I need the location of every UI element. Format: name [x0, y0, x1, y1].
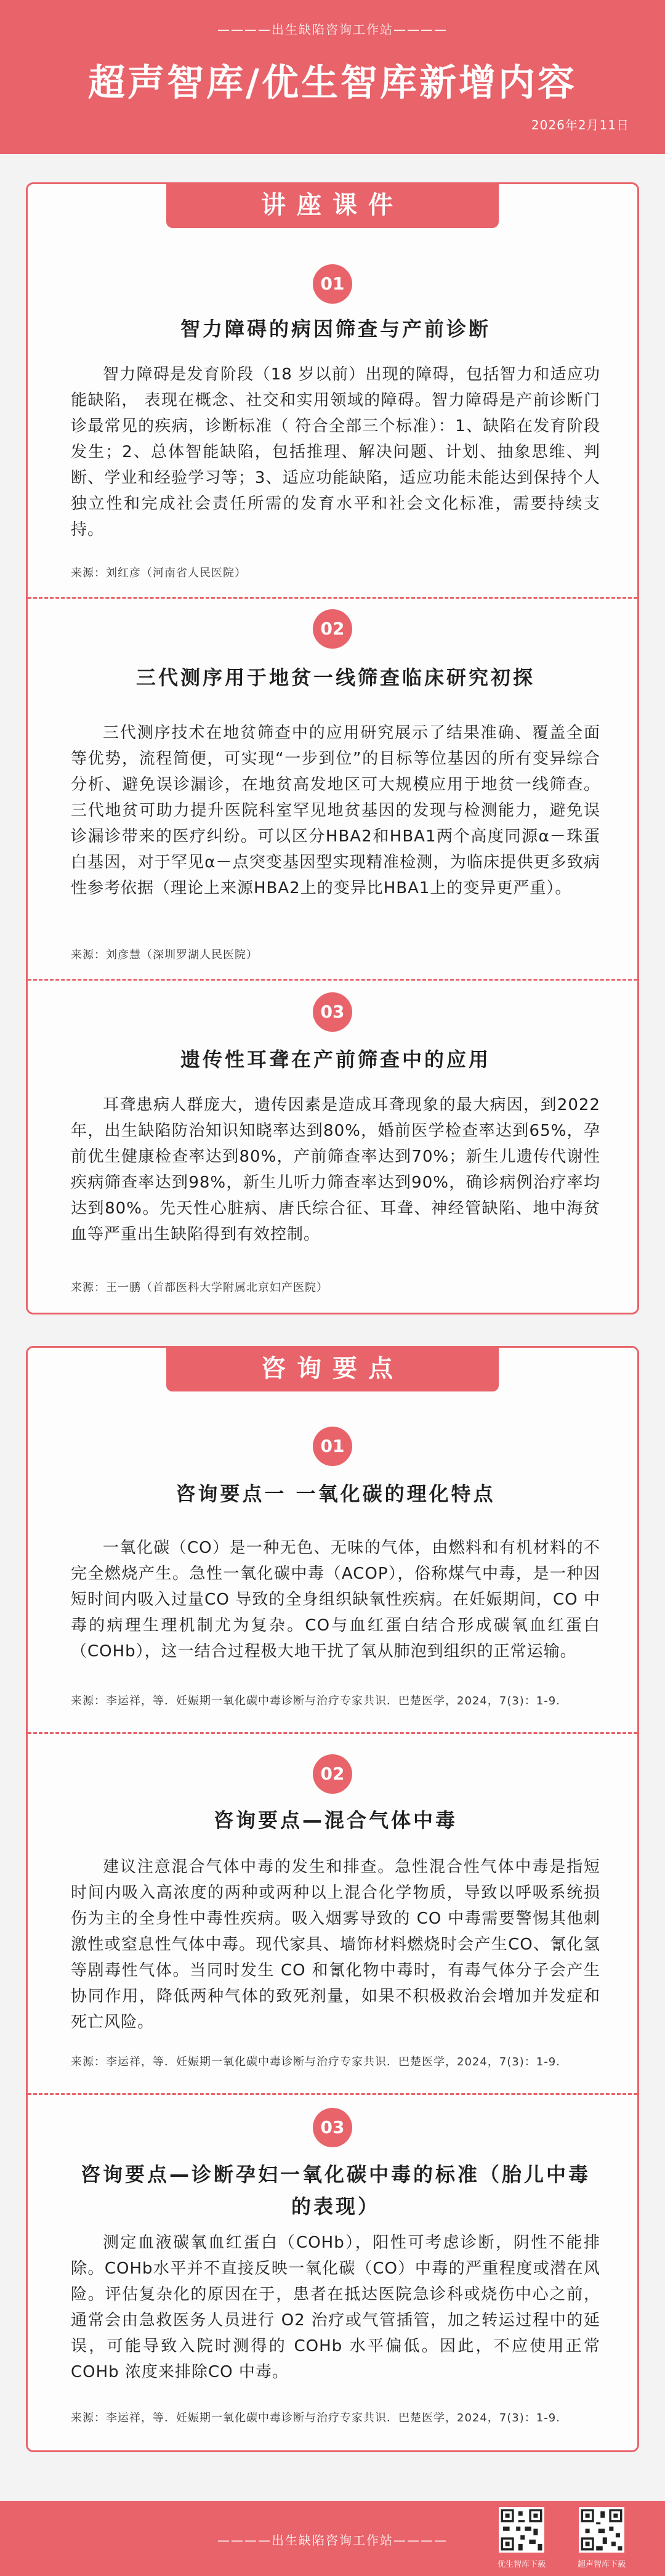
item-body: 建议注意混合气体中毒的发生和排查。急性混合性气体中毒是指短时间内吸入高浓度的两种或两种以上混合化学物质，导致以呼吸系统损伤为主的全身性中毒性疾病。吸入烟雾导致的 CO 中毒需要警惕其他刺激性或窒息性气体中毒。现代家具、墙饰材料燃烧时会产生CO、氰化氢等剧毒性气体。当同时发生 CO 和氰化物中毒时，有毒气体分子会产生协同作用，降低两种气体的致死剂量，如果不积极救治会增加并发症和死亡风险。	[71, 1858, 600, 2031]
qr-label: 优生智库下载	[497, 2560, 546, 2569]
footer-station-label: ————出生缺陷咨询工作站————	[217, 2533, 448, 2548]
dashed-divider	[28, 1732, 637, 1734]
item-source: 来源：王一鹏（首都医科大学附属北京妇产医院）	[71, 1281, 328, 1294]
item-body: 三代测序技术在地贫筛查中的应用研究展示了结果准确、覆盖全面等优势，流程简便，可实现“一步到位”的目标等位基因的所有变异综合分析、避免误诊漏诊，在地贫高发地区可大规模应用于地贫一线筛查。三代地贫可助力提升医院科室罕见地贫基因的发现与检测能力，避免误诊漏诊带来的医疗纠纷。可以区分HBA2和HBA1两个高度同源α－珠蛋白基因，对于罕见α－点突变基因型实现精准检测，为临床提供更多致病性参考依据（理论上来源HBA2上的变异比HBA1上的变异更严重）。	[71, 724, 600, 897]
section-consult-points	[26, 1346, 639, 2452]
item-heading: 咨询要点—混合气体中毒	[213, 1808, 457, 1832]
item-number-badge: 02	[313, 609, 352, 649]
item-source: 来源：李运祥，等．妊娠期一氧化碳中毒诊断与治疗专家共识．巴楚医学，2024，7(3)：1-9.	[71, 2412, 560, 2424]
item-source: 来源：刘红彦（河南省人民医院）	[71, 567, 246, 580]
item-body: 测定血液碳氧血红蛋白（COHb），阳性可考虑诊断，阴性不能排除。COHb水平并不直接反映一氧化碳（CO）中毒的严重程度或潜在风险。评估复杂化的原因在于，患者在抵达医院急诊科或烧伤中心之前，通常会由急救医务人员进行 O2 治疗或气管插管，加之转运过程中的延误，可能导致入院时测得的 COHb 水平偏低。因此，不应使用正常 COHb 浓度来排除CO 中毒。	[71, 2234, 600, 2381]
item-number-badge: 01	[313, 1427, 352, 1466]
item-heading: 智力障碍的病因筛查与产前诊断	[180, 317, 491, 341]
item-source: 来源：李运祥，等．妊娠期一氧化碳中毒诊断与治疗专家共识．巴楚医学，2024，7(3)：1-9.	[71, 1695, 560, 1707]
item-heading: 三代测序用于地贫一线筛查临床研究初探	[135, 666, 535, 689]
item-heading: 咨询要点—诊断孕妇一氧化碳中毒的标准（胎儿中毒的表现）	[80, 2163, 590, 2218]
qr-code-icon[interactable]	[499, 2507, 544, 2553]
header-banner	[0, 0, 665, 154]
section-lecture-slides	[26, 182, 639, 1314]
qr-label: 超声智库下载	[577, 2560, 626, 2569]
item-body: 智力障碍是发育阶段（18 岁以前）出现的障碍，包括智力和适应功能缺陷， 表现在概念、社交和实用领域的障碍。智力障碍是产前诊断门诊最常见的疾病，诊断标准（ 符合全部三个标准）：1、缺陷在发育阶段发生；2、总体智能缺陷，包括推理、解决问题、计划、抽象思维、判断、学业和经验学习等；3、适应功能缺陷，适应功能未能达到保持个人独立性和完成社会责任所需的发育水平和社会文化标准，需要持续支持。	[71, 365, 600, 539]
section-title: 讲座课件	[166, 182, 499, 228]
header-station-label: ————出生缺陷咨询工作站————	[217, 22, 448, 37]
item-heading: 遗传性耳聋在产前筛查中的应用	[180, 1048, 491, 1071]
footer-banner	[0, 2501, 665, 2576]
dashed-divider	[28, 597, 637, 599]
item-source: 来源：李运祥，等．妊娠期一氧化碳中毒诊断与治疗专家共识．巴楚医学，2024，7(3)：1-9.	[71, 2056, 560, 2068]
item-number-badge: 03	[313, 2108, 352, 2147]
item-number-badge: 02	[313, 1754, 352, 1794]
item-body: 耳聋患病人群庞大，遗传因素是造成耳聋现象的最大病因，到2022年，出生缺陷防治知识知晓率达到80%，婚前医学检查率达到65%，孕前优生健康检查率达到80%，产前筛查率达到70%；新生儿遗传代谢性疾病筛查率达到98%，新生儿听力筛查率达到90%，确诊病例治疗率均达到80%。先天性心脏病、唐氏综合征、耳聋、神经管缺陷、地中海贫血等严重出生缺陷得到有效控制。	[71, 1096, 600, 1244]
item-heading: 咨询要点一 一氧化碳的理化特点	[175, 1482, 496, 1505]
publish-date: 2026年2月11日	[531, 118, 629, 132]
item-number-badge: 03	[313, 992, 352, 1032]
dashed-divider	[28, 979, 637, 981]
page-title: 超声智库/优生智库新增内容	[88, 62, 577, 105]
item-source: 来源：刘彦慧（深圳罗湖人民医院）	[71, 949, 258, 962]
dashed-divider	[28, 2093, 637, 2095]
qr-code-icon[interactable]	[579, 2507, 624, 2553]
section-title: 咨询要点	[166, 1346, 499, 1391]
item-body: 一氧化碳（CO）是一种无色、无味的气体，由燃料和有机材料的不完全燃烧产生。急性一氧化碳中毒（ACOP），俗称煤气中毒，是一种因短时间内吸入过量CO 导致的全身组织缺氧性疾病。在妊娠期间，CO 中毒的病理生理机制尤为复杂。CO与血红蛋白结合形成碳氧血红蛋白（COHb），这一结合过程极大地干扰了氧从肺泡到组织的正常运输。	[71, 1539, 600, 1661]
item-number-badge: 01	[313, 264, 352, 304]
